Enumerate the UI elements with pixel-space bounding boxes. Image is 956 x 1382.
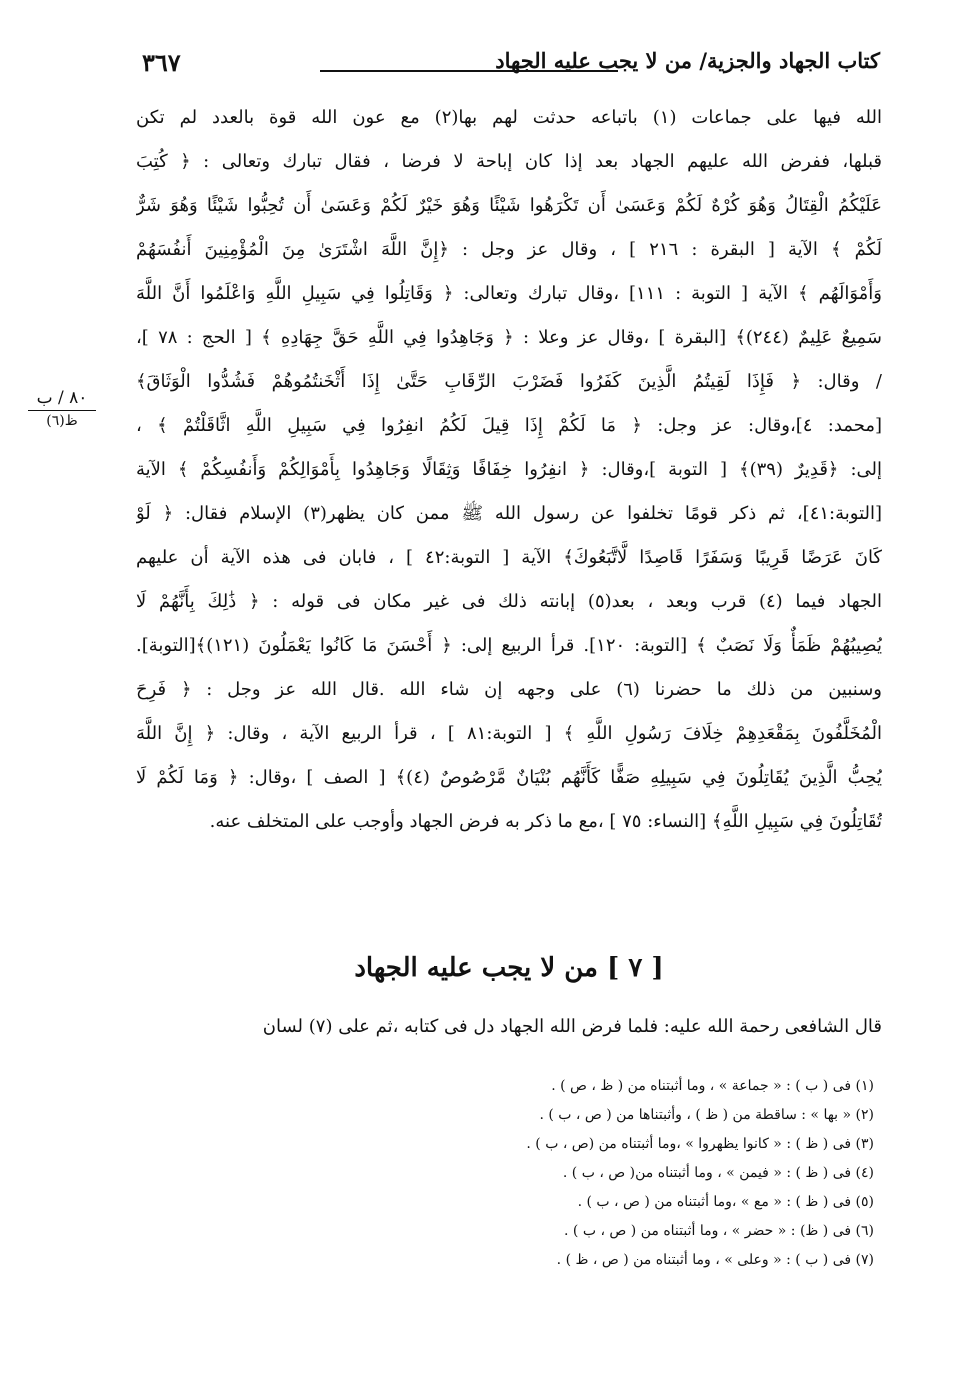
text-line: تُقَاتِلُونَ فِي سَبِيلِ اللَّهِ﴾ [النساء: ٧٥ ] ،مع ما ذكر به فرض الجهاد وأوجب على المتخلف عنه. (209, 811, 882, 832)
footnote: (١) فى ( ب ) : « جماعة » ، وما أثبتناه من ( ظ ، ص ) . (551, 1078, 874, 1094)
main-text (136, 96, 882, 844)
footnotes (474, 1072, 874, 1275)
text-line: / وقال: ﴿ فَإِذَا لَقِيتُمُ الَّذِينَ كَفَرُوا فَضَرْبَ الرِّقَابِ حَتَّىٰ إِذَا أَثْخَنتُمُوهُمْ فَشُدُّوا الْوَثَاقَ﴾ (136, 371, 882, 392)
text-line: [التوبة:٤١]، ثم ذكر قومًا تخلفوا عن رسول الله ﷺ ممن كان يظهر(٣) الإسلام فقال: ﴿ لَوْ (136, 503, 882, 524)
section-heading: [ ٧ ] من لا يجب عليه الجهاد (354, 953, 664, 983)
footnote: (٦) فى ( ظ) : « حضر » ، وما أثبتناه من ( ص ، ب ) . (564, 1223, 874, 1239)
footnote: (٧) فى ( ب ) : « وعلى » ، وما أثبتناه من ( ص ، ظ ) . (556, 1252, 874, 1268)
text-line: الله فيها على جماعات (١) باتباعه حدثت لهم بها(٢) مع عون الله قوة بالعدد لم تكن (136, 107, 882, 128)
footnote: (٥) فى ( ظ ) : « مع » ،وما أثبتناه من ( ص ، ب ) . (577, 1194, 874, 1210)
text-line: الْمُخَلَّفُونَ بِمَقْعَدِهِمْ خِلَافَ رَسُولِ اللَّهِ ﴾ [ التوبة:٨١ ] ، قرأ الربيع الآية ، وقال: ﴿ إِنَّ اللَّهَ (136, 723, 882, 744)
text-line: لَكُمْ ﴾ الآية [ البقرة : ٢١٦ ] ، وقال عز وجل : ﴿إِنَّ اللَّهَ اشْتَرَىٰ مِنَ الْمُؤْمِنِينَ أَنفُسَهُمْ (136, 239, 882, 260)
footnote: (٤) فى ( ظ ) : « فيمن » ، وما أثبتناه من( ص ، ب ) . (562, 1165, 874, 1181)
margin-note-folio: ٨٠ / ب (28, 388, 96, 411)
text-line: وسنبين من ذلك ما حضرنا (٦) على وجهه إن شاء الله .قال الله عز وجل : ﴿ فَرِحَ (136, 679, 882, 700)
margin-note (28, 388, 96, 429)
text-line: سَمِيعٌ عَلِيمٌ (٢٤٤)﴾ [البقرة ] ،وقال عز وعلا : ﴿ وَجَاهِدُوا فِي اللَّهِ حَقَّ جِهَادِهِ ﴾ [ الحج : ٧٨ ]، (136, 327, 882, 348)
text-line: [محمد: ٤]،وقال: عز وجل: ﴿ مَا لَكُمْ إِذَا قِيلَ لَكُمُ انفِرُوا فِي سَبِيلِ اللَّهِ اثَّاقَلْتُمْ ﴾ ، (136, 415, 882, 436)
text-line: وَأَمْوَالَهُم ﴾ الآية [ التوبة : ١١١] ،وقال تبارك وتعالى: ﴿ وَقَاتِلُوا فِي سَبِيلِ اللَّهِ وَاعْلَمُوا أَنَّ اللَّهَ (136, 283, 882, 304)
page-number: ٣٦٧ (142, 48, 181, 77)
header-rule (320, 70, 618, 72)
footnote: (٢) « بها » : ساقطة من ( ظ ) ، وأثبتناها من ( ص ، ب ) . (539, 1107, 874, 1123)
running-title: كتاب الجهاد والجزية/ من لا يجب عليه الجهاد (495, 48, 880, 73)
footnote: (٣) فى ( ظ ) : « كانوا يظهروا » ،وما أثبتناه من (ص ، ب ) . (526, 1136, 874, 1152)
section-text (136, 1005, 882, 1049)
text-line: يُصِيبُهُمْ ظَمَأٌ وَلَا نَصَبٌ ﴾ [التوبة: ١٢٠]. قرأ الربيع إلى: ﴿ أَحْسَنَ مَا كَانُوا يَعْمَلُونَ (١٢١)﴾[التوبة]. (136, 635, 882, 656)
text-line: إلى: ﴿قَدِيرٌ (٣٩)﴾ [ التوبة ]،وقال: ﴿ انفِرُوا خِفَافًا وَثِقَالًا وَجَاهِدُوا بِأَمْوَالِكُمْ وَأَنفُسِكُمْ ﴾ الآية (136, 459, 882, 480)
text-line: كَانَ عَرَضًا قَرِيبًا وَسَفَرًا قَاصِدًا لَّاتَّبَعُوكَ﴾ الآية [ التوبة:٤٢ ] ، فابان فى هذه الآية أن عليهم (136, 547, 882, 568)
page-header (140, 42, 880, 86)
text-line: الجهاد فيما (٤) قرب وبعد ، بعد(٥) إبانته ذلك فى غير مكان فى قوله : ﴿ ذَٰلِكَ بِأَنَّهُمْ لَا (136, 591, 882, 612)
text-line: قال الشافعى رحمة الله عليه: فلما فرض الله الجهاد دل فى كتابه ،ثم على (٧) لسان (262, 1016, 882, 1037)
text-line: عَلَيْكُمُ الْقِتَالُ وَهُوَ كُرْهٌ لَكُمْ وَعَسَىٰ أَن تَكْرَهُوا شَيْئًا وَهُوَ خَيْرٌ لَكُمْ وَعَسَىٰ أَن تُحِبُّوا شَيْئًا وَهُوَ شَرٌّ (136, 195, 882, 216)
margin-note-manuscript: ظ(٦) (46, 413, 78, 429)
text-line: قبلها، ففرض الله عليهم الجهاد بعد إذا كان إباحة لا فرضا ، فقال تبارك وتعالى : ﴿ كُتِبَ (136, 151, 882, 172)
text-line: يُحِبُّ الَّذِينَ يُقَاتِلُونَ فِي سَبِيلِهِ صَفًّا كَأَنَّهُم بُنْيَانٌ مَّرْصُوصٌ (٤)﴾ [ الصف ] ،وقال: ﴿ وَمَا لَكُمْ لَا (136, 767, 882, 788)
